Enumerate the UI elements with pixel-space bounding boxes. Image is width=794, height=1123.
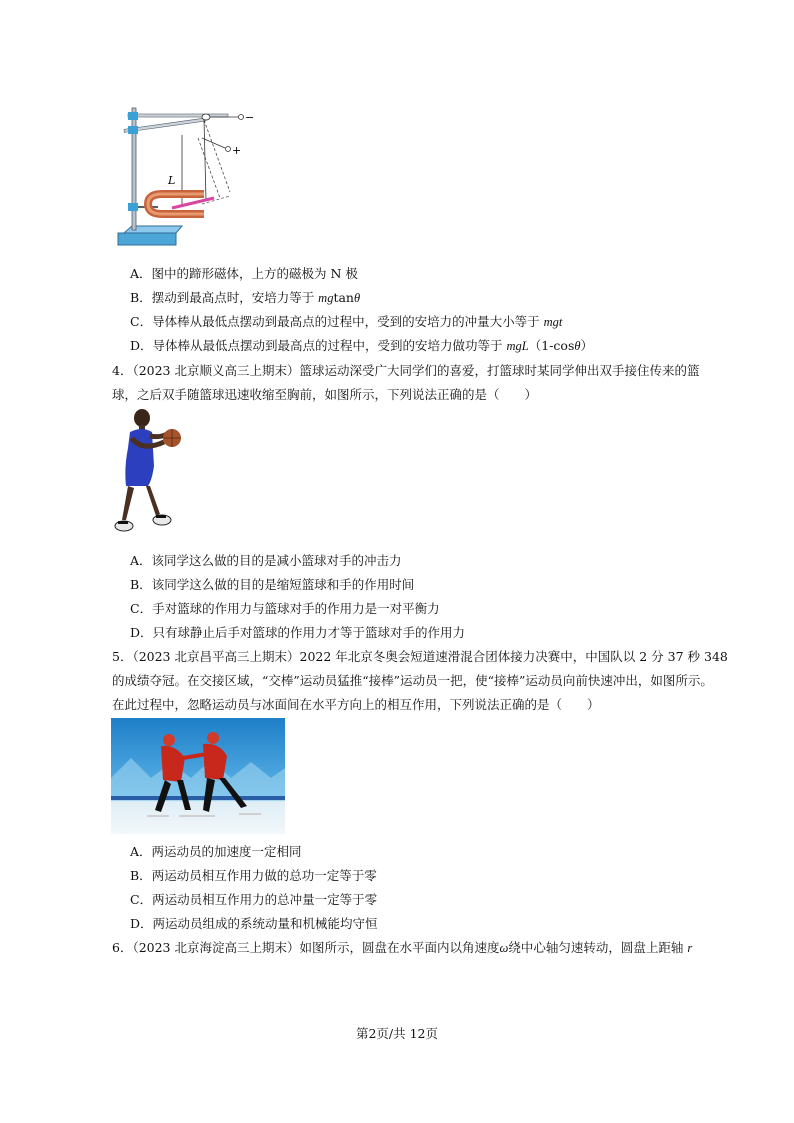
basketball-player-figure [112,408,192,543]
q4-option-c[interactable]: C．手对篮球的作用力与篮球对手的作用力是一对平衡力 [130,601,440,616]
q5-stem-line3: 在此过程中，忽略运动员与冰面间在水平方向上的相互作用，下列说法正确的是（ ） [112,697,600,712]
q3-option-d[interactable]: D．导体棒从最低点摆动到最高点的过程中，受到的安培力做功等于 mgL（1-cosθ） [130,338,594,353]
magnet-apparatus-figure [110,100,260,255]
q4-stem-line2: 球，之后双手随篮球迅速收缩至胸前，如图所示，下列说法正确的是（ ） [112,387,538,402]
q4-option-d[interactable]: D．只有球静止后手对篮球的作用力才等于篮球对手的作用力 [130,625,466,640]
q5-option-d[interactable]: D．两运动员组成的系统动量和机械能均守恒 [130,916,378,931]
q4-stem-line1: 4．（2023 北京顺义高三上期末）篮球运动深受广大同学们的喜爱，打篮球时某同学伸出双手接住传来的篮 [112,363,700,378]
q5-stem-line2: 的成绩夺冠。在交接区域，“交棒”运动员猛推“接棒”运动员一把，使“接棒”运动员向前快速冲出，如图所示。 [112,673,713,688]
q4-option-a[interactable]: A．该同学这么做的目的是减小篮球对手的冲击力 [130,553,402,568]
q5-stem-line1: 5．（2023 北京昌平高三上期末）2022 年北京冬奥会短道速滑混合团体接力决赛中，中国队以 2 分 37 秒 348 [112,649,728,664]
q5-option-a[interactable]: A．两运动员的加速度一定相同 [130,844,302,859]
terminal-plus-label: + [232,144,242,157]
q4-option-b[interactable]: B．该同学这么做的目的是缩短篮球和手的作用时间 [130,577,415,592]
page-number-footer: 第2页/共 12页 [355,1026,439,1041]
q5-option-c[interactable]: C．两运动员相互作用力的总冲量一定等于零 [130,892,378,907]
q5-option-b[interactable]: B．两运动员相互作用力做的总功一定等于零 [130,868,377,883]
q3-option-a[interactable]: A．图中的蹄形磁体，上方的磁极为 N 极 [130,266,358,281]
q3-option-c[interactable]: C．导体棒从最低点摆动到最高点的过程中，受到的安培力的冲量大小等于 mgt [130,314,563,329]
speed-skating-photo [111,718,285,834]
length-label: L [168,174,176,187]
terminal-minus-label: − [245,111,255,124]
q3-option-b[interactable]: B．摆动到最高点时，安培力等于 mgtanθ [130,290,361,305]
q6-stem-line1: 6．（2023 北京海淀高三上期末）如图所示，圆盘在水平面内以角速度ω绕中心轴匀速转动，圆盘上距轴 r [112,940,693,955]
